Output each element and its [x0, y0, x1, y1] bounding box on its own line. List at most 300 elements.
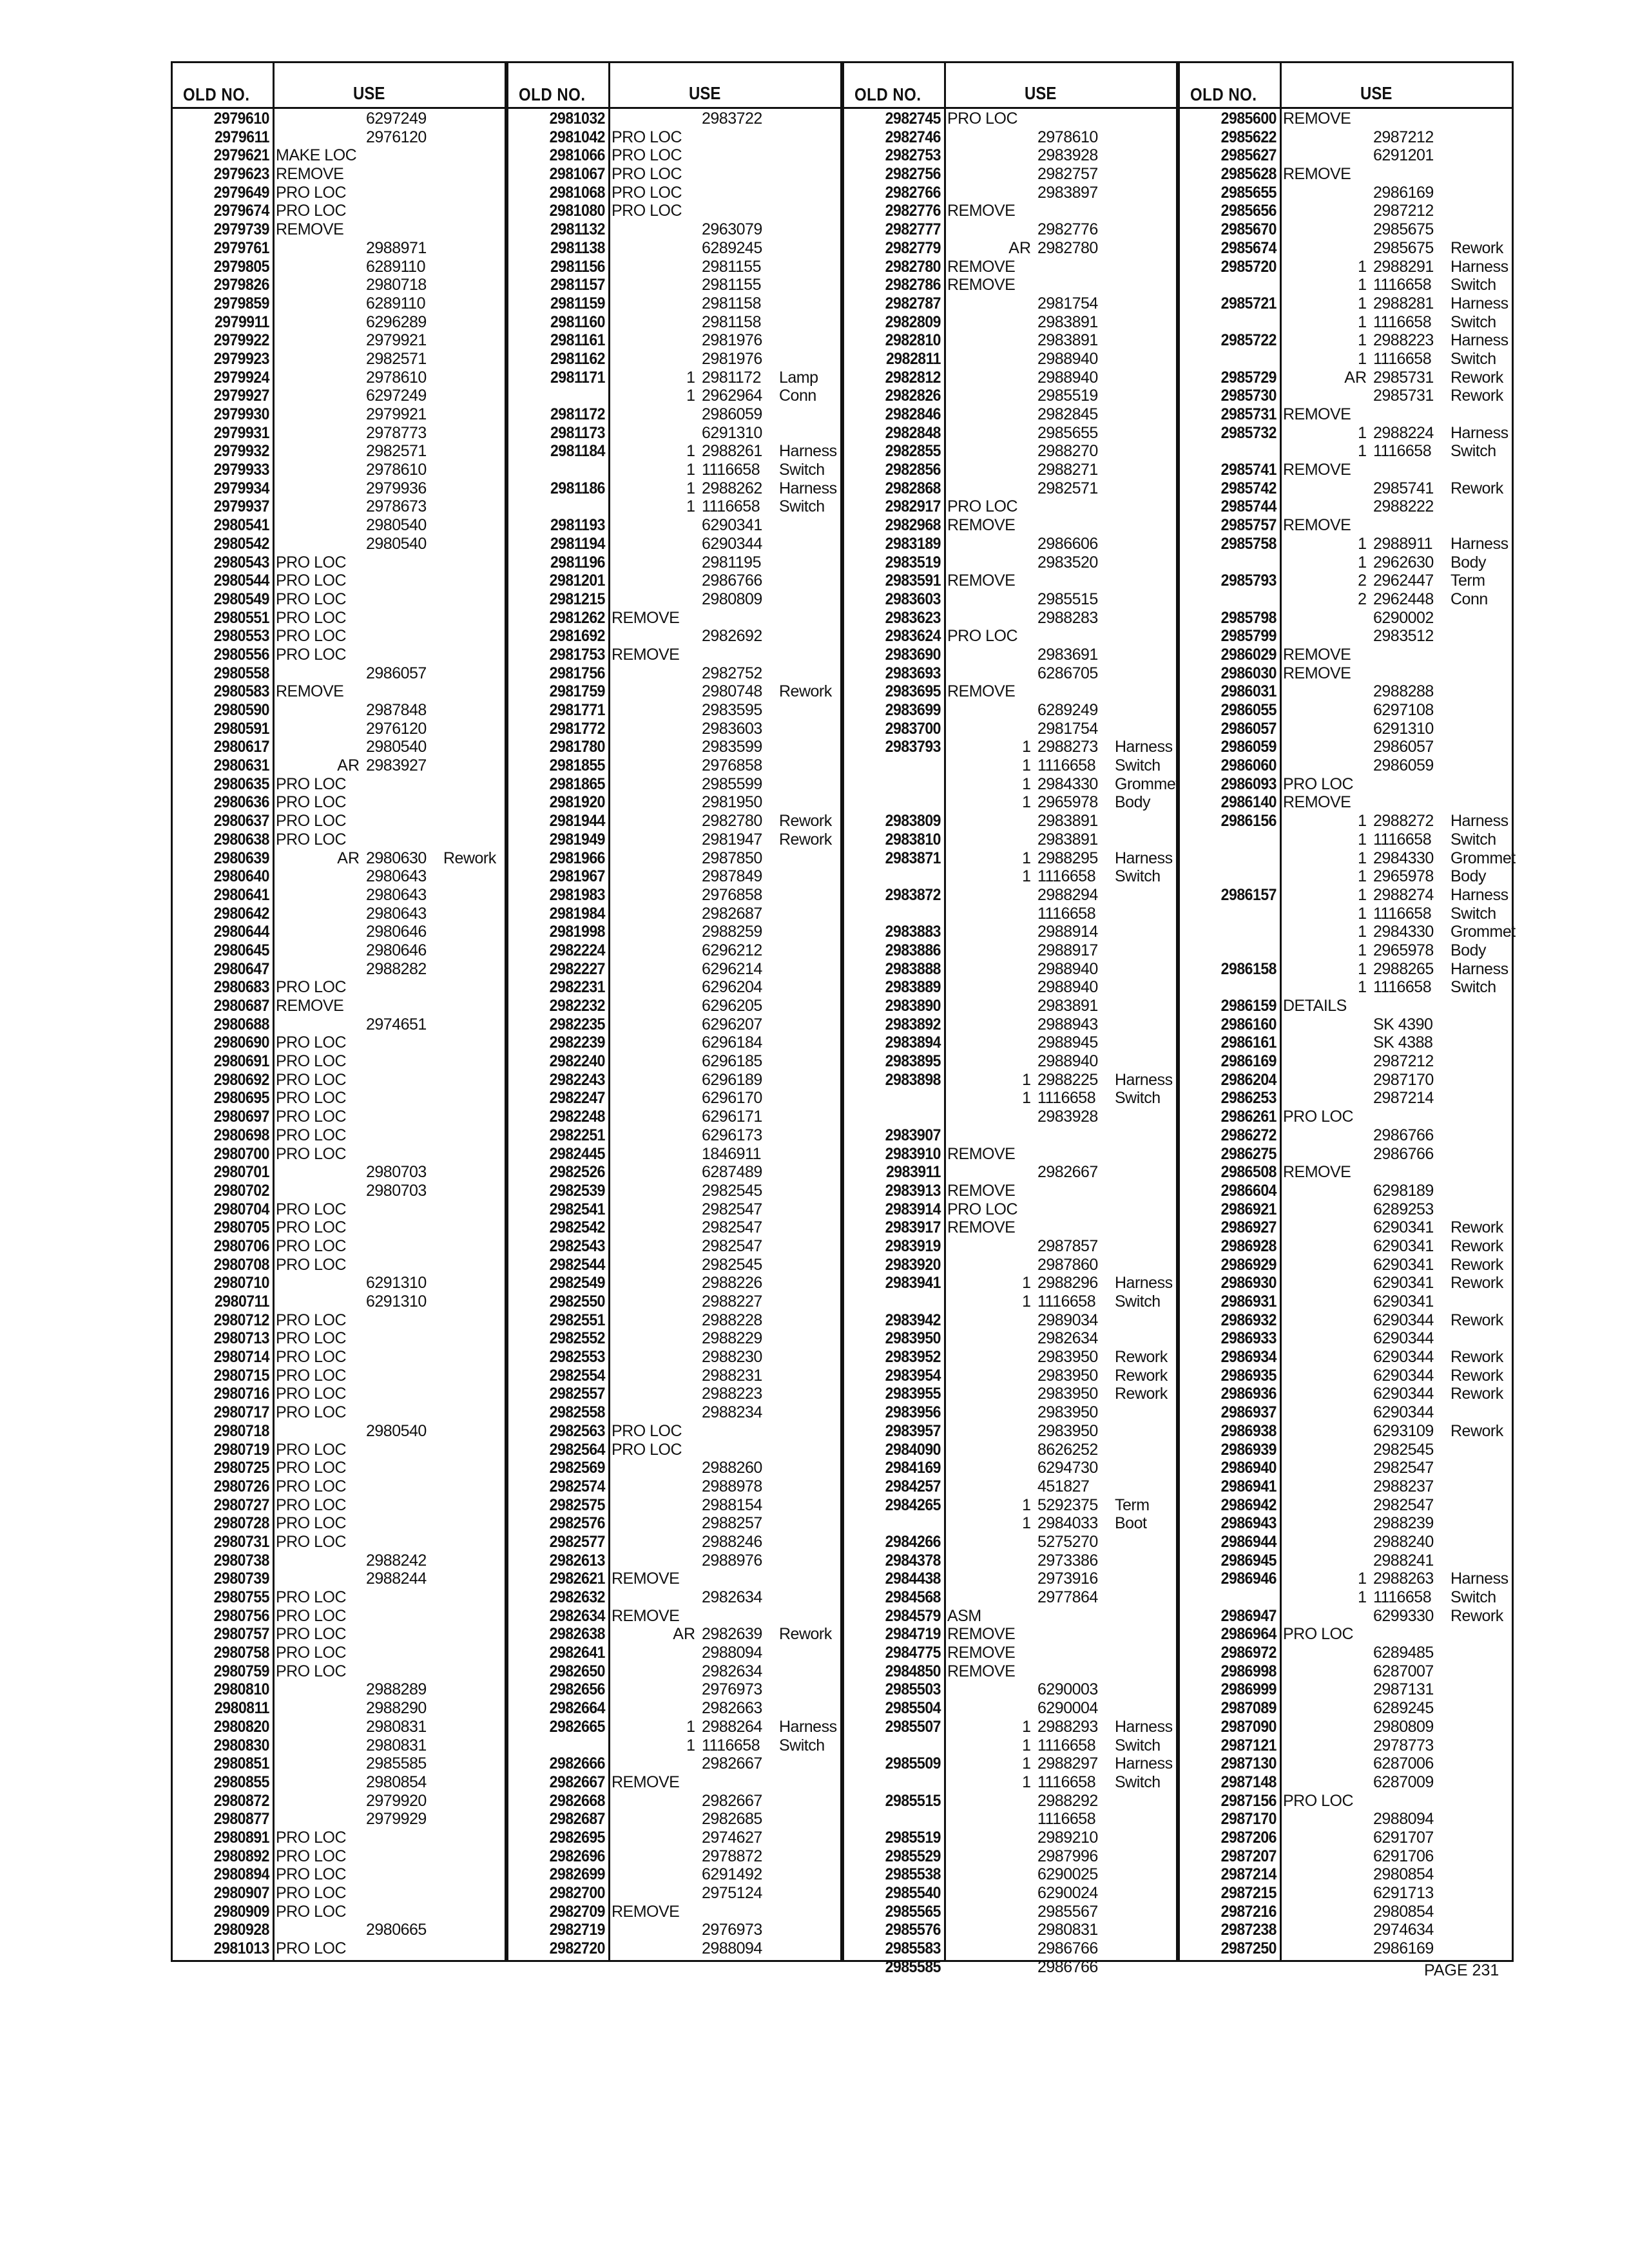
old-number: 2985798: [1220, 608, 1277, 627]
table-row: [844, 1903, 1176, 1921]
table-row: [508, 609, 840, 628]
old-number: 2985670: [1220, 220, 1277, 239]
quantity: 1: [686, 1736, 695, 1754]
old-number: 2986169: [1220, 1052, 1277, 1071]
table-row: [508, 1182, 840, 1200]
table-row: [173, 1200, 505, 1219]
description: Harness: [1451, 423, 1509, 442]
action: PRO LOC: [612, 128, 682, 146]
old-number: 2983950: [885, 1329, 941, 1348]
table-row: [1180, 701, 1512, 720]
use-number: 2988297: [1037, 1754, 1098, 1773]
use-number: 2988223: [1373, 331, 1434, 350]
old-number: 2979933: [213, 461, 269, 479]
table-row: [844, 239, 1176, 258]
old-number: 2987121: [1220, 1736, 1277, 1754]
use-number: 2980703: [366, 1163, 427, 1182]
table-row: [173, 793, 505, 812]
old-number: 2983603: [885, 590, 941, 608]
old-number: 2980909: [213, 1902, 269, 1921]
quantity: 1: [1358, 885, 1367, 904]
use-number: 2982687: [702, 904, 762, 923]
action: PRO LOC: [276, 1902, 347, 1921]
quantity: 1: [1022, 1070, 1031, 1089]
header-divider: [1280, 63, 1282, 107]
table-row: [173, 1403, 505, 1422]
description: Harness: [1451, 812, 1509, 831]
action: ASM: [947, 1606, 981, 1625]
use-number: 2983599: [702, 738, 762, 756]
table-row: [844, 1884, 1176, 1903]
old-number: 2985565: [885, 1902, 941, 1921]
old-number: 2983911: [885, 1163, 941, 1182]
old-number: 2979610: [213, 110, 269, 128]
old-number: 2981983: [549, 885, 605, 904]
use-number: 2988154: [702, 1495, 762, 1514]
old-number: 2979934: [213, 479, 269, 497]
use-number: 2988978: [702, 1477, 762, 1495]
old-number: 2986964: [1220, 1625, 1277, 1644]
quantity: 1: [1022, 774, 1031, 793]
use-number: 1116658: [1373, 276, 1432, 294]
action: PRO LOC: [612, 202, 682, 220]
description: Switch: [779, 1736, 825, 1754]
old-number: 2982917: [885, 497, 941, 516]
table-row: [173, 1736, 505, 1755]
use-number: 2986059: [702, 405, 762, 423]
old-number: 2984719: [885, 1625, 941, 1644]
table-row: [844, 941, 1176, 960]
use-number: 2982667: [702, 1754, 762, 1773]
quantity: 1: [1358, 830, 1367, 849]
table-row: [508, 516, 840, 535]
old-number: 2986921: [1220, 1200, 1277, 1218]
table-row: [1180, 1884, 1512, 1903]
table-row: [508, 1477, 840, 1496]
old-number: 2984568: [885, 1588, 941, 1606]
action: REMOVE: [947, 1181, 1016, 1200]
use-number: 2980703: [366, 1181, 427, 1200]
table-row: [508, 369, 840, 387]
old-number: 2985744: [1220, 497, 1277, 516]
old-number: 2980695: [213, 1089, 269, 1108]
old-number: 2986140: [1220, 793, 1277, 812]
use-header: USE: [1360, 83, 1393, 104]
use-header: USE: [689, 83, 721, 104]
description: Grommet: [1115, 774, 1180, 793]
table-row: [173, 775, 505, 794]
old-number: 2982247: [549, 1089, 605, 1108]
use-number: 2988227: [702, 1293, 762, 1311]
table-column-1: [171, 61, 506, 1962]
action: PRO LOC: [276, 1939, 347, 1958]
quantity: 1: [686, 442, 695, 461]
table-row: [173, 1792, 505, 1811]
use-number: 2986766: [1037, 1939, 1098, 1958]
use-number: 2978872: [702, 1847, 762, 1865]
quantity: AR: [1344, 368, 1367, 387]
action: PRO LOC: [276, 608, 347, 627]
old-number: 2983889: [885, 978, 941, 997]
use-number: 2988290: [366, 1699, 427, 1718]
quantity: 1: [1358, 331, 1367, 350]
old-number: 2985741: [1220, 461, 1277, 479]
table-row: [508, 165, 840, 184]
table-row: [1180, 756, 1512, 775]
old-number: 2986942: [1220, 1495, 1277, 1514]
table-row: [1180, 682, 1512, 701]
table-row: [173, 1329, 505, 1348]
table-row: [508, 941, 840, 960]
use-number: 2981172: [702, 368, 761, 387]
table-row: [1180, 1754, 1512, 1773]
table-row: [1180, 369, 1512, 387]
action: REMOVE: [1283, 645, 1351, 664]
action: REMOVE: [612, 1902, 680, 1921]
use-number: 2980643: [366, 867, 427, 886]
action: PRO LOC: [276, 590, 347, 608]
table-row: [844, 812, 1176, 831]
old-number: 2982868: [885, 479, 941, 497]
table-row: [1180, 1939, 1512, 1958]
table-row: [508, 1644, 840, 1662]
old-number: 2980928: [213, 1921, 269, 1939]
old-number: 2985628: [1220, 165, 1277, 184]
old-number: 2981157: [550, 276, 605, 294]
table-row: [844, 1274, 1176, 1293]
quantity: 1: [1358, 276, 1367, 294]
table-row: [1180, 775, 1512, 794]
old-number: 2982541: [549, 1200, 605, 1218]
use-number: 2980831: [1037, 1921, 1098, 1939]
use-number: SK 4390: [1373, 1015, 1433, 1033]
old-number: 2986161: [1220, 1033, 1277, 1052]
old-number: 2980727: [213, 1495, 269, 1514]
use-number: 2983897: [1037, 183, 1098, 202]
use-number: 6290024: [1037, 1884, 1098, 1902]
use-number: 2980643: [366, 904, 427, 923]
table-row: [1180, 664, 1512, 683]
table-row: [844, 646, 1176, 664]
action: PRO LOC: [276, 1440, 347, 1459]
old-number: 2979826: [213, 276, 269, 294]
old-number: 2982756: [885, 165, 941, 184]
description: Rework: [1451, 1218, 1503, 1237]
table-row: [1180, 535, 1512, 553]
old-number: 2983892: [885, 1015, 941, 1033]
quantity: 1: [1358, 257, 1367, 276]
old-number: 2986057: [1220, 719, 1277, 738]
row-list: [508, 110, 840, 1958]
old-no-header: OLD NO.: [1190, 84, 1257, 105]
old-number: 2986204: [1220, 1070, 1277, 1089]
use-number: 2988222: [1373, 497, 1434, 516]
old-number: 2982664: [549, 1699, 605, 1718]
use-number: 2982776: [1037, 220, 1098, 239]
table-row: [844, 331, 1176, 350]
table-row: [508, 239, 840, 258]
use-number: 2980643: [366, 885, 427, 904]
old-number: 2981042: [549, 128, 605, 146]
use-number: 2988294: [1037, 885, 1098, 904]
use-number: 6289485: [1373, 1644, 1434, 1662]
table-row: [173, 1607, 505, 1626]
table-row: [1180, 184, 1512, 202]
use-number: 2981155: [702, 257, 761, 276]
action: PRO LOC: [947, 1200, 1018, 1218]
table-row: [844, 1385, 1176, 1403]
old-number: 2979761: [213, 238, 269, 257]
description: Body: [1115, 793, 1150, 812]
old-number: 2982720: [549, 1939, 605, 1958]
use-number: 2980854: [1373, 1902, 1434, 1921]
use-number: 2978773: [366, 423, 427, 442]
use-number: 2983891: [1037, 812, 1098, 831]
old-number: 2982826: [885, 387, 941, 405]
table-row: [508, 184, 840, 202]
table-row: [508, 1200, 840, 1219]
old-number: 2983941: [885, 1274, 941, 1293]
table-row: [508, 1367, 840, 1385]
use-number: 2981158: [702, 312, 761, 331]
table-row: [1180, 572, 1512, 590]
use-number: 6289253: [1373, 1200, 1434, 1218]
use-number: 2981947: [702, 830, 762, 849]
old-number: 2980636: [213, 793, 269, 812]
table-row: [844, 1367, 1176, 1385]
use-number: 2988940: [1037, 1052, 1098, 1071]
use-number: 2982639: [702, 1625, 762, 1644]
use-number: 2988246: [702, 1532, 762, 1551]
use-number: 2988237: [1373, 1477, 1434, 1495]
table-row: [508, 1033, 840, 1052]
table-row: [844, 1311, 1176, 1330]
use-number: 2985675: [1373, 238, 1434, 257]
old-number: 2979927: [213, 387, 269, 405]
use-number: 1116658: [1037, 867, 1096, 886]
use-header: USE: [1025, 83, 1057, 104]
old-number: 2982550: [549, 1293, 605, 1311]
table-row: [844, 1348, 1176, 1367]
action: PRO LOC: [276, 1477, 347, 1495]
old-number: 2980543: [213, 553, 269, 572]
use-number: 2976858: [702, 756, 762, 775]
use-number: 2983891: [1037, 997, 1098, 1015]
action: REMOVE: [1283, 110, 1351, 128]
table-row: [173, 923, 505, 941]
old-number: 2986935: [1220, 1366, 1277, 1385]
description: Harness: [1115, 1717, 1173, 1736]
old-number: 2979922: [213, 331, 269, 350]
use-number: 2983891: [1037, 830, 1098, 849]
old-number: 2980706: [213, 1236, 269, 1255]
old-number: 2982574: [549, 1477, 605, 1495]
table-row: [844, 849, 1176, 868]
use-number: 2985731: [1373, 387, 1434, 405]
action: PRO LOC: [276, 830, 347, 849]
description: Rework: [779, 682, 832, 701]
old-number: 2982232: [549, 997, 605, 1015]
use-number: 2988270: [1037, 442, 1098, 461]
table-row: [1180, 165, 1512, 184]
table-row: [844, 1847, 1176, 1866]
table-row: [1180, 1792, 1512, 1811]
description: Rework: [1451, 1236, 1503, 1255]
table-row: [844, 1607, 1176, 1626]
table-row: [844, 313, 1176, 332]
old-number: 2981186: [550, 479, 605, 497]
row-list: [173, 110, 505, 1958]
use-number: 1116658: [1037, 1773, 1096, 1791]
old-number: 2983591: [885, 572, 941, 590]
table-row: [844, 497, 1176, 516]
old-number: 2982786: [885, 276, 941, 294]
quantity: 1: [1358, 941, 1367, 959]
use-number: 6291201: [1373, 146, 1434, 165]
table-row: [173, 720, 505, 738]
quantity: AR: [1008, 238, 1031, 257]
quantity: 1: [1358, 553, 1367, 572]
old-number: 2986927: [1220, 1218, 1277, 1237]
table-row: [1180, 479, 1512, 498]
old-number: 2980692: [213, 1070, 269, 1089]
action: PRO LOC: [276, 978, 347, 997]
action: REMOVE: [947, 202, 1016, 220]
use-number: 2988917: [1037, 941, 1098, 959]
description: Boot: [1115, 1514, 1147, 1533]
old-number: 2982632: [549, 1588, 605, 1606]
table-row: [173, 1680, 505, 1699]
old-number: 2981966: [549, 849, 605, 867]
old-number: 2981193: [550, 516, 605, 535]
table-row: [1180, 1921, 1512, 1939]
table-row: [844, 886, 1176, 905]
table-row: [508, 1939, 840, 1958]
action: REMOVE: [947, 1218, 1016, 1237]
use-number: 6296189: [702, 1070, 762, 1089]
old-number: 2986933: [1220, 1329, 1277, 1348]
action: REMOVE: [947, 1144, 1016, 1163]
old-number: 2986160: [1220, 1015, 1277, 1033]
old-number: 2983957: [885, 1421, 941, 1440]
old-number: 2985529: [885, 1847, 941, 1865]
old-number: 2980739: [213, 1570, 269, 1588]
quantity: 1: [686, 497, 695, 516]
use-number: 2983928: [1037, 1108, 1098, 1126]
table-row: [173, 479, 505, 498]
quantity: 1: [1022, 738, 1031, 756]
table-row: [844, 572, 1176, 590]
use-number: 2982845: [1037, 405, 1098, 423]
table-row: [508, 1256, 840, 1274]
old-number: 2980851: [213, 1754, 269, 1773]
use-number: 2988262: [702, 479, 762, 497]
old-number: 2980830: [213, 1736, 269, 1754]
old-number: 2982553: [549, 1348, 605, 1367]
table-row: [508, 1625, 840, 1644]
use-number: 2981155: [702, 276, 761, 294]
description: Harness: [779, 442, 837, 461]
old-number: 2984850: [885, 1662, 941, 1680]
old-number: 2982777: [885, 220, 941, 239]
use-number: 2980809: [1373, 1717, 1434, 1736]
quantity: 1: [686, 1717, 695, 1736]
table-row: [844, 1015, 1176, 1034]
old-number: 2986947: [1220, 1606, 1277, 1625]
old-number: 2985732: [1220, 423, 1277, 442]
old-number: 2986940: [1220, 1459, 1277, 1477]
use-number: 2980854: [1373, 1865, 1434, 1884]
table-row: [844, 1533, 1176, 1552]
use-number: 1116658: [1373, 978, 1432, 997]
old-number: 2982551: [549, 1311, 605, 1329]
table-row: [173, 646, 505, 664]
old-number: 2983693: [885, 664, 941, 682]
table-row: [173, 184, 505, 202]
table-row: [844, 128, 1176, 147]
action: PRO LOC: [276, 1828, 347, 1847]
table-row: [508, 1108, 840, 1126]
table-row: [844, 1680, 1176, 1699]
table-row: [173, 1644, 505, 1662]
table-row: [173, 1145, 505, 1164]
table-row: [508, 1699, 840, 1718]
table-row: [1180, 1441, 1512, 1459]
action: PRO LOC: [276, 774, 347, 793]
description: Rework: [1451, 1348, 1503, 1367]
table-row: [508, 1145, 840, 1164]
old-number: 2984378: [885, 1551, 941, 1570]
action: REMOVE: [1283, 165, 1351, 184]
use-number: 2975124: [702, 1884, 762, 1902]
use-number: 6291310: [366, 1274, 427, 1293]
use-number: 2987857: [1037, 1236, 1098, 1255]
use-number: 2982571: [366, 442, 427, 461]
use-number: 2976120: [366, 128, 427, 146]
use-number: 6290344: [1373, 1348, 1434, 1367]
use-number: 2982685: [702, 1810, 762, 1829]
old-number: 2986998: [1220, 1662, 1277, 1680]
old-number: 2982846: [885, 405, 941, 423]
quantity: 1: [1358, 812, 1367, 831]
old-number: 2982634: [549, 1606, 605, 1625]
table-row: [173, 1459, 505, 1477]
table-row: [173, 442, 505, 461]
old-number: 2980591: [213, 719, 269, 738]
table-row: [1180, 1718, 1512, 1736]
quantity: 1: [1022, 849, 1031, 867]
quantity: 1: [1358, 423, 1367, 442]
table-row: [844, 1552, 1176, 1570]
use-number: 6290002: [1373, 608, 1434, 627]
old-number: 2985674: [1220, 238, 1277, 257]
table-row: [1180, 1662, 1512, 1681]
old-number: 2985540: [885, 1884, 941, 1902]
old-number: 2980759: [213, 1662, 269, 1680]
old-number: 2980551: [213, 608, 269, 627]
table-row: [508, 1126, 840, 1145]
table-row: [844, 110, 1176, 128]
table-row: [1180, 1680, 1512, 1699]
old-number: 2983956: [885, 1403, 941, 1422]
table-row: [508, 775, 840, 794]
use-number: 2988094: [702, 1939, 762, 1958]
use-number: 2983891: [1037, 331, 1098, 350]
old-number: 2980714: [213, 1348, 269, 1367]
use-number: 2962630: [1373, 553, 1434, 572]
use-number: 1116658: [1037, 904, 1096, 923]
table-row: [173, 738, 505, 756]
